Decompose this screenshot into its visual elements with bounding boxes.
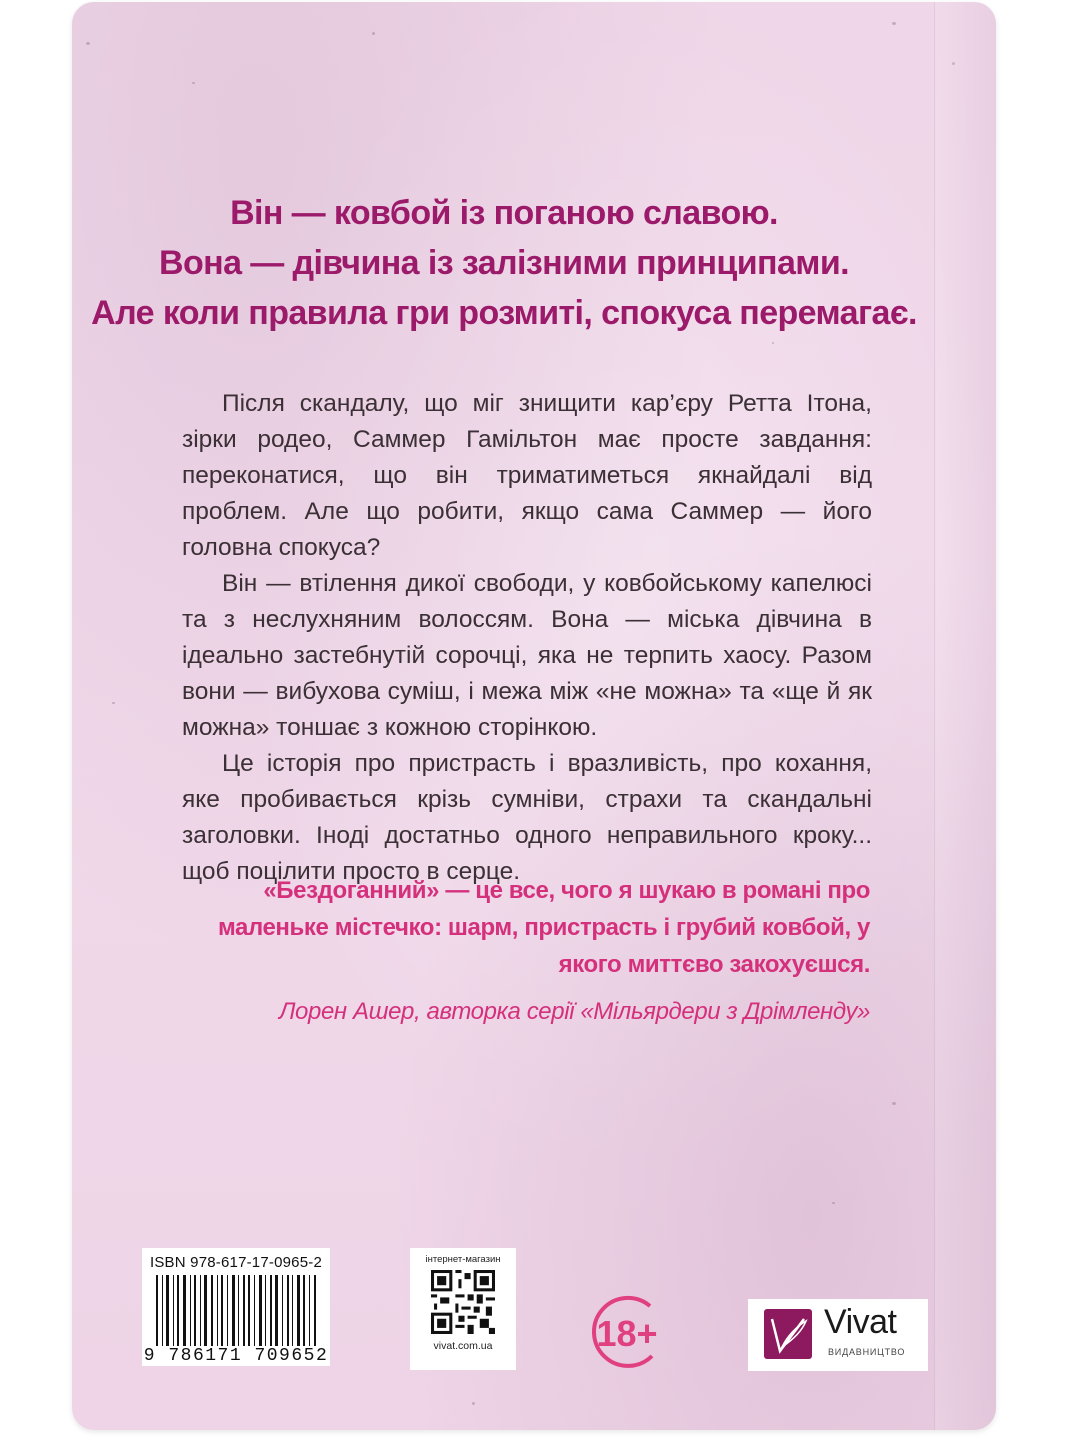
qr-title: інтернет-магазин: [425, 1254, 501, 1265]
book-back-cover: [72, 2, 996, 1430]
review-quote: «Бездоганний» — це все, чого я шукаю в романі про маленьке містечко: шарм, пристрасть і грубий ковбой, у якого миттєво закохуєшся.: [217, 877, 870, 978]
texture-speck: [112, 702, 115, 704]
tagline-line: Він — ковбой із поганою славою.: [230, 194, 778, 232]
texture-speck: [892, 22, 896, 25]
age-rating-label: 18+: [596, 1313, 658, 1354]
texture-speck: [772, 342, 774, 344]
isbn-digits: 9 786171 709652: [143, 1346, 329, 1366]
publisher-name: Vivat: [824, 1303, 897, 1341]
isbn-barcode: [142, 1248, 330, 1366]
texture-speck: [86, 42, 90, 45]
age-rating-18-icon: [588, 1292, 668, 1372]
qr-code-icon[interactable]: [431, 1270, 495, 1334]
tagline-line: Але коли правила гри розмиті, спокуса перемагає.: [91, 294, 917, 332]
publisher-logo: [748, 1299, 928, 1371]
barcode-icon: [156, 1275, 316, 1347]
texture-speck: [192, 82, 195, 84]
spine-edge: [936, 2, 996, 1430]
texture-speck: [472, 1402, 475, 1405]
texture-speck: [832, 1202, 835, 1204]
texture-speck: [372, 32, 375, 35]
book-description: [182, 386, 872, 890]
review-author: Лорен Ашер, авторка серії «Мільярдери з Дрімленду»: [279, 998, 870, 1025]
shop-url[interactable]: vivat.com.ua: [433, 1340, 493, 1352]
shop-qr-block: [410, 1248, 516, 1370]
tagline-line: Вона — дівчина із залізними принципами.: [159, 244, 849, 282]
review-blurb: [182, 872, 870, 1030]
description-paragraph: Після скандалу, що міг знищити кар’єру Ретта Ітона, зірки родео, Саммер Гамільтон має просте завдання: переконатися, що він триматиметься якнайдалі від проблем. Але що робити, якщо сама Саммер — його головна спокуса?: [182, 390, 872, 561]
description-paragraph: Він — втілення дикої свободи, у ковбойському капелюсі та з неслухняним волоссям. Вона — міська дівчина в ідеально застебнутій сорочці, яка не терпить хаосу. Разом вони — вибухова суміш, і межа між «не можна» та «ще й як можна» тоншає з кожною сторінкою.: [182, 570, 872, 741]
description-paragraph: Це історія про пристрасть і вразливість, про кохання, яке пробивається крізь сумніви, страхи та скандальні заголовки. Іноді достатньо одного неправильного кроку... щоб поцілити просто в серце.: [182, 750, 872, 885]
texture-speck: [892, 1102, 896, 1105]
feather-logo-icon: [764, 1309, 812, 1359]
tagline: [72, 188, 936, 338]
publisher-subtitle: ВИДАВНИЦТВО: [828, 1347, 906, 1357]
isbn-label: ISBN 978-617-17-0965-2: [149, 1254, 322, 1271]
